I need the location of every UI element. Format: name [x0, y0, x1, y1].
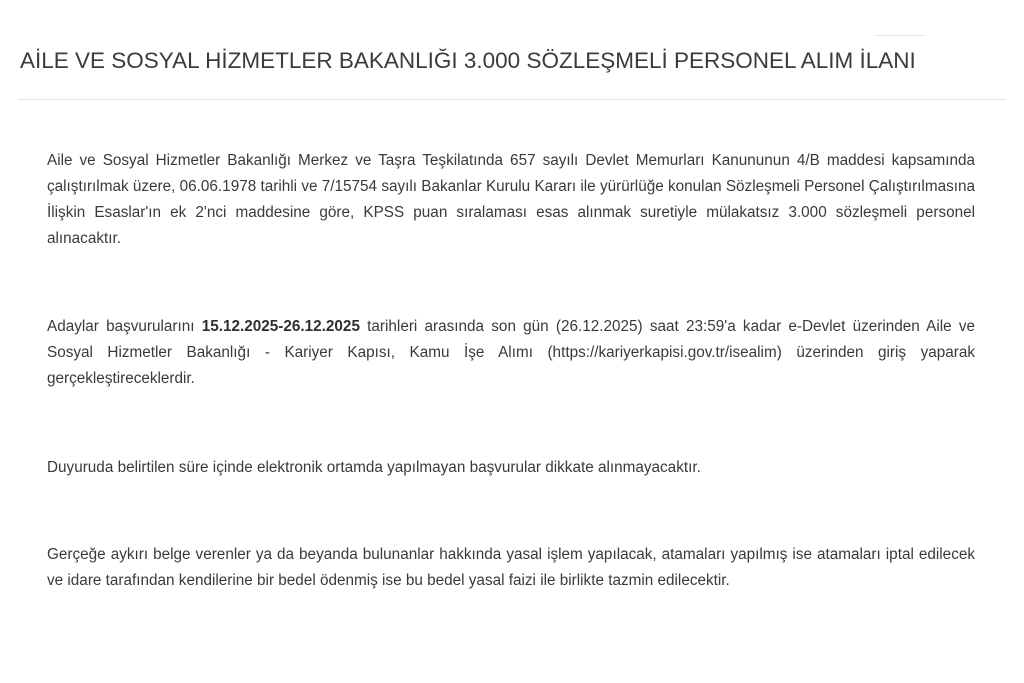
page-title: AİLE VE SOSYAL HİZMETLER BAKANLIĞI 3.000 SÖZLEŞMELİ PERSONEL ALIM İLANI	[20, 48, 916, 73]
paragraph-notice: Duyuruda belirtilen süre içinde elektronik ortamda yapılmayan başvurular dikkate alınmayacaktır.	[47, 459, 701, 476]
paragraph-intro: Aile ve Sosyal Hizmetler Bakanlığı Merkez ve Taşra Teşkilatında 657 sayılı Devlet Memurları Kanununun 4/B maddesi kapsamında çalıştırılmak üzere, 06.06.1978 tarihli ve 7/15754 sayılı Bakanlar Kurulu Kararı ile yürürlüğe konulan Sözleşmeli Personel Çalıştırılmasına İlişkin Esaslar'ın ek 2'nci maddesine göre, KPSS puan sıralaması esas alınmak suretiyle mülakatsız 3.000 sözleşmeli personel alınacaktır.	[47, 152, 975, 247]
title-divider	[18, 99, 1006, 100]
application-text-after: tarihleri arasında son gün (26.12.2025) saat 23:59'a kadar e-Devlet üzerinden Aile ve Sosyal Hizmetler Bakanlığı - Kariyer Kapısı, Kamu İşe Alımı (https://kariyerkapisi.gov.tr/isealim) üzerinden giriş yaparak gerçekleştireceklerdir.	[47, 318, 976, 387]
application-dates: 15.12.2025-26.12.2025	[201, 318, 360, 335]
top-divider	[876, 35, 924, 36]
application-text-before: Adaylar başvurularını	[47, 318, 202, 335]
paragraph-warning: Gerçeğe aykırı belge verenler ya da beyanda bulunanlar hakkında yasal işlem yapılacak, atamaları yapılmış ise atamaları iptal edilecek ve idare tarafından kendilerine bir bedel ödenmiş ise bu bedel yasal faizi ile birlikte tazmin edilecektir.	[47, 546, 975, 589]
paragraph-application	[47, 314, 975, 392]
